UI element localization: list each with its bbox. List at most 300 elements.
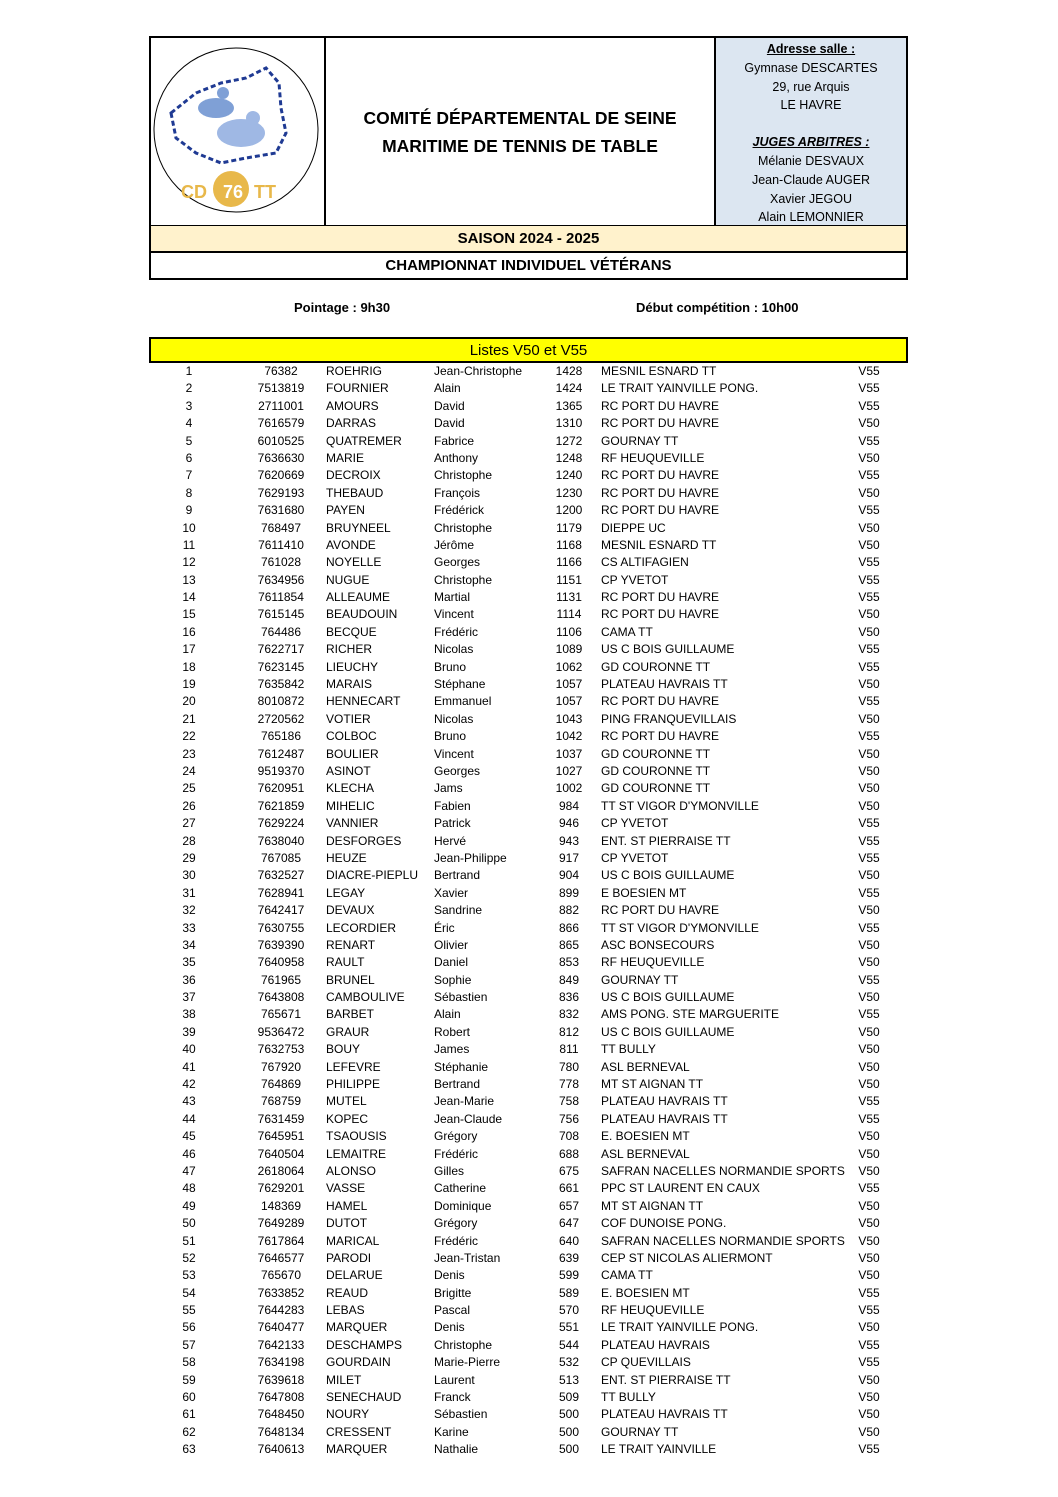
rank-cell: 48	[182, 1181, 196, 1196]
lastname-cell: BARBET	[326, 1007, 375, 1022]
category-cell: V55	[858, 1337, 880, 1352]
rank-cell: 49	[182, 1198, 196, 1213]
license-cell: 2711001	[258, 398, 304, 413]
license-cell: 76382	[264, 364, 298, 378]
table-row	[149, 1424, 908, 1441]
rank-cell: 63	[182, 1442, 196, 1457]
license-cell: 7622717	[257, 642, 305, 657]
points-cell: 661	[558, 1181, 580, 1196]
pointage-time: Pointage : 9h30	[294, 300, 391, 315]
license-cell: 6010525	[257, 433, 305, 448]
rank-cell: 4	[185, 416, 193, 431]
firstname-cell: Jean-Marie	[434, 1094, 495, 1109]
club-cell: E. BOESIEN MT	[601, 1285, 690, 1300]
firstname-cell: Jean-Christophe	[434, 364, 523, 378]
points-cell: 836	[558, 990, 580, 1005]
rank-cell: 55	[182, 1303, 196, 1318]
license-cell: 765186	[260, 729, 302, 744]
points-cell: 1428	[555, 364, 583, 378]
firstname-cell: Gilles	[434, 1163, 465, 1178]
table-row	[149, 1441, 908, 1458]
points-cell: 1240	[555, 468, 583, 483]
table-row	[149, 1372, 908, 1389]
table-row	[149, 1354, 908, 1371]
lastname-cell: NOYELLE	[326, 555, 382, 570]
rank-cell: 12	[182, 555, 196, 570]
club-cell: RC PORT DU HAVRE	[601, 503, 720, 518]
category-cell: V55	[858, 920, 880, 935]
firstname-cell: Grégory	[434, 1129, 478, 1144]
category-cell: V50	[858, 624, 880, 639]
rank-cell: 24	[182, 763, 196, 778]
club-cell: PLATEAU HAVRAIS TT	[601, 1111, 728, 1126]
club-cell: E BOESIEN MT	[601, 885, 687, 900]
rank-cell: 43	[182, 1094, 196, 1109]
points-cell: 1151	[556, 572, 582, 587]
category-cell: V55	[858, 1181, 880, 1196]
lastname-cell: PARODI	[326, 1250, 372, 1265]
club-cell: LE TRAIT YAINVILLE PONG.	[601, 1320, 759, 1335]
rank-cell: 53	[182, 1268, 196, 1283]
rank-cell: 16	[182, 624, 196, 639]
lastname-cell: LECORDIER	[326, 920, 397, 935]
points-cell: 812	[558, 1024, 580, 1039]
table-row	[149, 1337, 908, 1354]
lastname-cell: DARRAS	[326, 416, 377, 431]
license-cell: 7631459	[257, 1111, 305, 1126]
table-row	[149, 606, 908, 623]
license-cell: 7623145	[257, 659, 305, 674]
club-cell: MT ST AIGNAN TT	[601, 1077, 704, 1092]
club-cell: GD COURONNE TT	[601, 781, 711, 796]
category-cell: V55	[858, 398, 880, 413]
table-row	[149, 920, 908, 937]
logo-cell	[151, 38, 326, 225]
firstname-cell: Xavier	[434, 885, 469, 900]
license-cell: 765671	[260, 1007, 302, 1022]
lastname-cell: MILET	[326, 1372, 362, 1387]
rank-cell: 46	[182, 1146, 196, 1161]
lastname-cell: NUGUE	[326, 572, 370, 587]
category-cell: V55	[858, 729, 880, 744]
club-cell: LE TRAIT YAINVILLE PONG.	[601, 381, 759, 396]
header-box	[149, 36, 908, 227]
players-table	[149, 363, 908, 1459]
rank-cell: 39	[182, 1024, 196, 1039]
lastname-cell: CAMBOULIVE	[326, 990, 405, 1005]
lastname-cell: MARICAL	[326, 1233, 380, 1248]
license-cell: 761965	[260, 972, 302, 987]
category-cell: V55	[858, 833, 880, 848]
category-cell: V50	[858, 1198, 880, 1213]
lastname-cell: NOURY	[326, 1407, 370, 1422]
points-cell: 1168	[556, 537, 582, 552]
license-cell: 7616579	[257, 416, 305, 431]
club-cell: CP YVETOT	[601, 850, 669, 865]
svg-text:CD: CD	[181, 182, 207, 202]
lastname-cell: DELARUE	[326, 1268, 383, 1283]
club-cell: CP YVETOT	[601, 816, 669, 831]
firstname-cell: Bertrand	[434, 1077, 481, 1092]
category-cell: V50	[858, 903, 880, 918]
points-cell: 904	[558, 868, 580, 883]
category-cell: V55	[858, 503, 880, 518]
license-cell: 7633852	[257, 1285, 305, 1300]
category-cell: V50	[858, 1320, 880, 1335]
adresse-line: LE HAVRE	[780, 98, 842, 113]
points-cell: 1179	[556, 520, 582, 535]
firstname-cell: Nicolas	[434, 711, 474, 726]
license-cell: 7513819	[257, 381, 305, 396]
category-cell: V55	[858, 1285, 880, 1300]
firstname-cell: Dominique	[434, 1198, 492, 1213]
club-cell: PLATEAU HAVRAIS TT	[601, 1407, 728, 1422]
category-cell: V55	[858, 572, 880, 587]
points-cell: 1062	[555, 659, 583, 674]
points-cell: 500	[558, 1442, 580, 1457]
license-cell: 7632753	[257, 1042, 305, 1057]
juge-name: Alain LEMONNIER	[758, 210, 864, 225]
club-cell: CS ALTIFAGIEN	[601, 555, 689, 570]
firstname-cell: Patrick	[434, 816, 471, 831]
firstname-cell: Frédéric	[434, 624, 479, 639]
category-cell: V50	[858, 677, 880, 692]
lastname-cell: REAUD	[326, 1285, 369, 1300]
license-cell: 7646577	[257, 1250, 305, 1265]
rank-cell: 31	[182, 885, 196, 900]
license-cell: 9519370	[257, 763, 305, 778]
category-cell: V55	[858, 816, 880, 831]
club-cell: PLATEAU HAVRAIS	[601, 1337, 710, 1352]
points-cell: 1042	[555, 729, 583, 744]
club-cell: ENT. ST PIERRAISE TT	[601, 1372, 731, 1387]
license-cell: 768759	[260, 1094, 302, 1109]
club-cell: GD COURONNE TT	[601, 659, 711, 674]
points-cell: 1272	[555, 433, 583, 448]
license-cell: 764869	[260, 1077, 302, 1092]
club-cell: PLATEAU HAVRAIS TT	[601, 677, 728, 692]
lastname-cell: RAULT	[326, 955, 365, 970]
title-line-2: MARITIME DE TENNIS DE TABLE	[382, 135, 658, 156]
category-cell: V55	[858, 885, 880, 900]
points-cell: 1424	[555, 381, 583, 396]
lastname-cell: LEBAS	[326, 1303, 365, 1318]
license-cell: 9536472	[257, 1024, 305, 1039]
rank-cell: 20	[182, 694, 196, 709]
firstname-cell: Georges	[434, 763, 481, 778]
license-cell: 7629193	[257, 485, 305, 500]
club-cell: TT ST VIGOR D'YMONVILLE	[601, 920, 759, 935]
license-cell: 7620669	[257, 468, 305, 483]
category-cell: V55	[858, 972, 880, 987]
adresse-line: Gymnase DESCARTES	[744, 60, 878, 75]
points-cell: 657	[558, 1198, 580, 1213]
points-cell: 513	[558, 1372, 580, 1387]
license-cell: 767085	[260, 850, 302, 865]
table-row	[149, 415, 908, 432]
license-cell: 7630755	[257, 920, 305, 935]
firstname-cell: Catherine	[434, 1181, 487, 1196]
lastname-cell: LEMAITRE	[326, 1146, 387, 1161]
license-cell: 7639390	[257, 937, 305, 952]
points-cell: 544	[558, 1337, 580, 1352]
license-cell: 7632527	[257, 868, 305, 883]
lastname-cell: HAMEL	[326, 1198, 368, 1213]
lastname-cell: HENNECART	[326, 694, 401, 709]
category-cell: V50	[858, 1077, 880, 1092]
points-cell: 832	[558, 1007, 580, 1022]
table-row	[149, 1319, 908, 1336]
lastname-cell: BRUYNEEL	[326, 520, 391, 535]
firstname-cell: Fabien	[434, 798, 471, 813]
rank-cell: 14	[182, 590, 196, 605]
table-row	[149, 954, 908, 971]
license-cell: 765670	[260, 1268, 302, 1283]
lastname-cell: BRUNEL	[326, 972, 375, 987]
lastname-cell: RENART	[326, 937, 376, 952]
category-cell: V50	[858, 1407, 880, 1422]
rank-cell: 26	[182, 798, 196, 813]
club-cell: TT BULLY	[601, 1042, 656, 1057]
points-cell: 640	[558, 1233, 580, 1248]
rank-cell: 6	[185, 450, 193, 465]
category-cell: V55	[858, 433, 880, 448]
rank-cell: 44	[182, 1111, 196, 1126]
club-cell: US C BOIS GUILLAUME	[601, 990, 735, 1005]
club-cell: RF HEUQUEVILLE	[601, 450, 705, 465]
points-cell: 1248	[555, 450, 583, 465]
firstname-cell: Marie-Pierre	[434, 1355, 501, 1370]
firstname-cell: Christophe	[434, 520, 493, 535]
rank-cell: 5	[185, 433, 193, 448]
club-cell: MESNIL ESNARD TT	[601, 537, 717, 552]
club-cell: ASC BONSECOURS	[601, 937, 715, 952]
club-cell: GOURNAY TT	[601, 972, 679, 987]
rank-cell: 36	[182, 972, 196, 987]
rank-cell: 23	[182, 746, 196, 761]
rank-cell: 50	[182, 1216, 196, 1231]
license-cell: 2720562	[257, 711, 305, 726]
club-cell: RC PORT DU HAVRE	[601, 903, 720, 918]
lastname-cell: MARQUER	[326, 1442, 388, 1457]
points-cell: 1310	[555, 416, 583, 431]
rank-cell: 7	[185, 468, 193, 483]
table-row	[149, 1267, 908, 1284]
points-cell: 758	[558, 1094, 580, 1109]
points-cell: 946	[558, 816, 580, 831]
svg-text:76: 76	[223, 182, 244, 202]
club-cell: GOURNAY TT	[601, 1424, 679, 1439]
lastname-cell: COLBOC	[326, 729, 377, 744]
license-cell: 7638040	[257, 833, 305, 848]
rank-cell: 52	[182, 1250, 196, 1265]
firstname-cell: Bruno	[434, 729, 467, 744]
table-row	[149, 798, 908, 815]
lastname-cell: RICHER	[326, 642, 373, 657]
rank-cell: 2	[185, 381, 193, 396]
lastname-cell: AVONDE	[326, 537, 376, 552]
category-cell: V55	[858, 694, 880, 709]
category-cell: V50	[858, 1024, 880, 1039]
points-cell: 1027	[555, 763, 583, 778]
category-cell: V50	[858, 1163, 880, 1178]
license-cell: 7611410	[258, 537, 304, 552]
club-cell: SAFRAN NACELLES NORMANDIE SPORTS	[601, 1233, 845, 1248]
table-row	[149, 1215, 908, 1232]
category-cell: V55	[858, 1094, 880, 1109]
rank-cell: 40	[182, 1042, 196, 1057]
juges-label: JUGES ARBITRES :	[752, 135, 870, 150]
table-row	[149, 1302, 908, 1319]
club-cell: RC PORT DU HAVRE	[601, 607, 720, 622]
firstname-cell: Stéphanie	[434, 1059, 489, 1074]
firstname-cell: Daniel	[434, 955, 469, 970]
license-cell: 7612487	[257, 746, 305, 761]
table-row	[149, 520, 908, 537]
firstname-cell: Karine	[434, 1424, 469, 1439]
category-cell: V50	[858, 1233, 880, 1248]
category-cell: V50	[858, 711, 880, 726]
juge-name: Mélanie DESVAUX	[757, 153, 865, 168]
points-cell: 1057	[555, 694, 583, 709]
rank-cell: 37	[182, 990, 196, 1005]
category-cell: V50	[858, 1250, 880, 1265]
rank-cell: 33	[182, 920, 196, 935]
table-row	[149, 780, 908, 797]
rank-cell: 25	[182, 781, 196, 796]
lastname-cell: LEGAY	[326, 885, 366, 900]
table-row	[149, 1198, 908, 1215]
club-cell: SAFRAN NACELLES NORMANDIE SPORTS	[601, 1163, 845, 1178]
firstname-cell: Anthony	[434, 450, 479, 465]
club-cell: RC PORT DU HAVRE	[601, 416, 720, 431]
license-cell: 7648134	[257, 1424, 305, 1439]
license-cell: 7648450	[257, 1407, 305, 1422]
firstname-cell: Grégory	[434, 1216, 478, 1231]
rank-cell: 42	[182, 1077, 196, 1092]
points-cell: 1230	[555, 485, 583, 500]
firstname-cell: Robert	[434, 1024, 471, 1039]
points-cell: 675	[558, 1163, 580, 1178]
lastname-cell: KLECHA	[326, 781, 375, 796]
club-cell: RC PORT DU HAVRE	[601, 398, 720, 413]
club-cell: CAMA TT	[601, 1268, 653, 1283]
adresse-line: 29, rue Arquis	[772, 79, 850, 94]
lastname-cell: BEAUDOUIN	[326, 607, 398, 622]
club-cell: GD COURONNE TT	[601, 763, 711, 778]
rank-cell: 29	[182, 850, 196, 865]
lastname-cell: MUTEL	[326, 1094, 367, 1109]
rank-cell: 27	[182, 816, 196, 831]
club-cell: RC PORT DU HAVRE	[601, 485, 720, 500]
license-cell: 7629201	[257, 1181, 305, 1196]
license-cell: 7640613	[257, 1442, 305, 1457]
lastname-cell: SENECHAUD	[326, 1390, 402, 1405]
rank-cell: 13	[182, 572, 196, 587]
table-row	[149, 850, 908, 867]
lastname-cell: MIHELIC	[326, 798, 375, 813]
table-row	[149, 1250, 908, 1267]
points-cell: 1114	[556, 607, 582, 622]
points-cell: 849	[558, 972, 580, 987]
table-row	[149, 1389, 908, 1406]
firstname-cell: Jean-Philippe	[434, 850, 507, 865]
category-cell: V50	[858, 1042, 880, 1057]
rank-cell: 32	[182, 903, 196, 918]
table-row	[149, 1111, 908, 1128]
table-row	[149, 624, 908, 641]
lastname-cell: DUTOT	[326, 1216, 368, 1231]
lastname-cell: VASSE	[326, 1181, 366, 1196]
club-cell: MT ST AIGNAN TT	[601, 1198, 704, 1213]
category-cell: V50	[858, 798, 880, 813]
table-row	[149, 1285, 908, 1302]
table-row	[149, 537, 908, 554]
firstname-cell: Sébastien	[434, 990, 488, 1005]
lastname-cell: FOURNIER	[326, 381, 389, 396]
points-cell: 917	[558, 850, 580, 865]
rank-cell: 58	[182, 1355, 196, 1370]
club-cell: US C BOIS GUILLAUME	[601, 868, 735, 883]
points-cell: 984	[558, 798, 580, 813]
firstname-cell: Fabrice	[434, 433, 475, 448]
lastname-cell: DESCHAMPS	[326, 1337, 403, 1352]
lastname-cell: DEVAUX	[326, 903, 375, 918]
table-row	[149, 728, 908, 745]
lastname-cell: PHILIPPE	[326, 1077, 381, 1092]
license-cell: 7640477	[257, 1320, 305, 1335]
lastname-cell: DECROIX	[326, 468, 381, 483]
title-line-1: COMITÉ DÉPARTEMENTAL DE SEINE	[363, 107, 677, 128]
license-cell: 768497	[260, 520, 302, 535]
category-cell: V50	[858, 990, 880, 1005]
club-cell: ASL BERNEVAL	[601, 1059, 690, 1074]
category-cell: V55	[858, 1442, 880, 1457]
table-row	[149, 867, 908, 884]
points-cell: 865	[558, 937, 580, 952]
cd76tt-logo	[151, 38, 322, 225]
points-cell: 1166	[556, 555, 582, 570]
license-cell: 7642417	[257, 903, 305, 918]
rank-cell: 21	[182, 711, 196, 726]
club-cell: RC PORT DU HAVRE	[601, 729, 720, 744]
firstname-cell: Brigitte	[434, 1285, 472, 1300]
firstname-cell: David	[434, 416, 465, 431]
firstname-cell: François	[434, 485, 481, 500]
table-row	[149, 589, 908, 606]
category-cell: V55	[858, 381, 880, 396]
license-cell: 2618064	[257, 1163, 305, 1178]
table-row	[149, 450, 908, 467]
lastname-cell: MARIE	[326, 450, 365, 465]
table-row	[149, 1180, 908, 1197]
category-cell: V50	[858, 1390, 880, 1405]
table-row	[149, 763, 908, 780]
rank-cell: 57	[182, 1337, 196, 1352]
firstname-cell: Christophe	[434, 468, 493, 483]
lastname-cell: BOULIER	[326, 746, 379, 761]
points-cell: 500	[558, 1424, 580, 1439]
table-row	[149, 937, 908, 954]
lastname-cell: ALONSO	[326, 1163, 377, 1178]
firstname-cell: James	[434, 1042, 470, 1057]
license-cell: 7644283	[257, 1303, 305, 1318]
category-cell: V50	[858, 1216, 880, 1231]
club-cell: PLATEAU HAVRAIS TT	[601, 1094, 728, 1109]
club-cell: GD COURONNE TT	[601, 746, 711, 761]
season-banner: SAISON 2024 - 2025	[149, 226, 908, 253]
firstname-cell: Jams	[434, 781, 463, 796]
